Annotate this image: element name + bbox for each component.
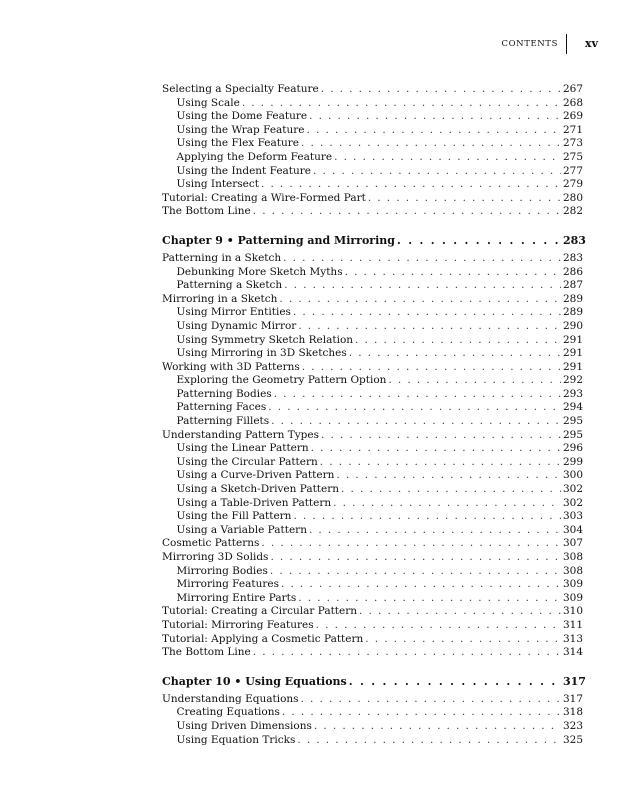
toc-entry-title: Working with 3D Patterns	[162, 360, 300, 373]
toc-entry[interactable]	[162, 692, 584, 707]
toc-entry-title: Chapter 9 • Patterning and Mirroring	[162, 233, 395, 247]
dot-leader	[253, 646, 561, 660]
dot-leader	[282, 706, 561, 720]
toc-page-number: 302	[563, 496, 584, 509]
toc-subentry[interactable]	[162, 164, 584, 179]
toc-entry-title: Using Equation Tricks	[176, 733, 296, 746]
toc-page-number: 279	[563, 178, 584, 191]
toc-entry-title: Exploring the Geometry Pattern Option	[176, 374, 387, 387]
dot-leader	[279, 293, 561, 307]
toc-page-number: 323	[563, 719, 584, 732]
dot-leader	[268, 401, 561, 415]
toc-page-number: 314	[563, 646, 584, 659]
dot-leader	[311, 442, 561, 456]
toc-entry-title: Using the Fill Pattern	[176, 510, 292, 523]
dot-leader	[309, 524, 561, 538]
toc-subentry[interactable]	[162, 110, 584, 124]
toc-entry-title: Mirroring Features	[176, 578, 279, 591]
dot-leader	[368, 192, 561, 206]
toc-page-number: 283	[563, 233, 586, 247]
toc-page-number: 295	[563, 415, 584, 428]
toc-entry-title: Mirroring Bodies	[176, 564, 268, 577]
toc-chapter-heading[interactable]	[162, 674, 586, 689]
toc-subentry[interactable]	[162, 265, 584, 280]
toc-entry[interactable]	[162, 632, 584, 647]
toc-subentry[interactable]	[162, 333, 584, 348]
toc-subentry[interactable]	[162, 706, 584, 720]
toc-page-number: 299	[563, 455, 584, 468]
toc-subentry[interactable]	[162, 150, 584, 165]
toc-entry-title: Using the Indent Feature	[176, 164, 312, 177]
toc-entry-title: Patterning Fillets	[176, 415, 270, 428]
toc-entry-title: Using Mirror Entities	[176, 306, 291, 319]
dot-leader	[298, 320, 561, 334]
dot-leader	[274, 388, 561, 402]
toc-subentry[interactable]	[162, 483, 584, 497]
toc-page-number: 317	[563, 674, 586, 688]
toc-page-number: 286	[563, 265, 584, 278]
dot-leader	[301, 693, 561, 707]
toc-subentry[interactable]	[162, 564, 584, 579]
toc-page-number: 292	[563, 374, 584, 387]
toc-entry[interactable]	[162, 551, 584, 565]
toc-page-number: 318	[563, 706, 584, 719]
dot-leader	[242, 97, 561, 111]
toc-page-number: 271	[563, 123, 584, 136]
toc-entry[interactable]	[162, 360, 584, 375]
toc-page-number: 289	[563, 292, 584, 305]
toc-entry-title: Using a Variable Pattern	[176, 523, 307, 536]
toc-entry[interactable]	[162, 537, 584, 551]
toc-page-number: 296	[563, 442, 584, 455]
toc-page-number: 310	[563, 605, 584, 618]
toc-entry-title: Using the Flex Feature	[176, 137, 299, 150]
dot-leader	[298, 592, 561, 606]
toc-subentry[interactable]	[162, 415, 584, 429]
toc-page-number: 309	[563, 578, 584, 591]
toc-entry[interactable]	[162, 205, 584, 219]
dot-leader	[365, 633, 561, 647]
toc-subentry[interactable]	[162, 510, 584, 524]
dot-leader	[270, 551, 561, 565]
toc-page-number: 275	[563, 150, 584, 163]
table-of-contents	[162, 83, 586, 747]
toc-page-number: 295	[563, 428, 584, 441]
dot-leader	[253, 205, 561, 219]
dot-leader	[301, 137, 561, 151]
toc-entry-title: Using a Sketch-Driven Pattern	[176, 483, 340, 496]
toc-entry-title: Understanding Equations	[162, 692, 299, 705]
toc-entry-title: Mirroring 3D Solids	[162, 551, 269, 563]
toc-page-number: 300	[563, 469, 584, 482]
toc-entry[interactable]	[162, 251, 584, 266]
toc-entry-title: Using Mirroring in 3D Sketches	[176, 347, 347, 360]
toc-page-number: 267	[563, 83, 584, 95]
toc-entry-title: Using Driven Dimensions	[176, 719, 312, 732]
toc-page-number: 291	[563, 360, 584, 373]
toc-subentry[interactable]	[162, 401, 584, 415]
dot-leader	[334, 151, 561, 165]
toc-page-number: 307	[563, 537, 584, 550]
toc-page-number: 304	[563, 523, 584, 536]
dot-leader	[313, 165, 561, 179]
toc-entry-title: Using Scale	[176, 96, 240, 109]
dot-leader	[333, 497, 561, 511]
toc-entry-title: Selecting a Specialty Feature	[162, 83, 319, 95]
toc-chapter-heading[interactable]	[162, 233, 586, 248]
toc-entry[interactable]	[162, 292, 584, 307]
toc-page-number: 308	[563, 564, 584, 577]
toc-page-number: 289	[563, 306, 584, 319]
toc-subentry[interactable]	[162, 123, 584, 138]
toc-page-number: 303	[563, 510, 584, 523]
dot-leader	[261, 537, 561, 551]
toc-entry-title: Patterning Faces	[176, 401, 267, 414]
dot-leader	[349, 674, 561, 689]
toc-subentry[interactable]	[162, 306, 584, 320]
toc-subentry[interactable]	[162, 496, 584, 511]
dot-leader	[314, 720, 561, 734]
toc-entry[interactable]	[162, 428, 584, 443]
toc-page-number: 317	[563, 692, 584, 705]
toc-entry-title: Mirroring in a Sketch	[162, 292, 278, 305]
toc-entry[interactable]	[162, 646, 584, 660]
toc-page-number: 283	[563, 251, 584, 264]
toc-subentry[interactable]	[162, 455, 584, 470]
toc-page-number: 308	[563, 551, 584, 563]
toc-entry-title: Creating Equations	[176, 706, 280, 719]
running-header	[480, 36, 600, 56]
toc-page-number: 277	[563, 164, 584, 177]
toc-entry-title: Tutorial: Mirroring Features	[162, 618, 314, 631]
toc-entry-title: Tutorial: Creating a Circular Pattern	[162, 605, 358, 618]
toc-page-number: 302	[563, 483, 584, 496]
dot-leader	[302, 361, 561, 375]
toc-entry-title: Patterning in a Sketch	[162, 251, 282, 264]
toc-entry[interactable]	[162, 83, 584, 97]
dot-leader	[321, 83, 561, 97]
dot-leader	[355, 334, 561, 348]
toc-entry-title: Using the Circular Pattern	[176, 455, 318, 468]
toc-entry-title: Using Symmetry Sketch Relation	[176, 333, 354, 346]
toc-entry-title: Using the Linear Pattern	[176, 442, 309, 455]
toc-subentry[interactable]	[162, 387, 584, 402]
dot-leader	[293, 306, 561, 320]
toc-page-number: 282	[563, 205, 584, 218]
toc-subentry[interactable]	[162, 469, 584, 483]
dot-leader	[284, 279, 561, 293]
toc-entry-title: Mirroring Entire Parts	[176, 591, 297, 604]
toc-entry-title: Chapter 10 • Using Equations	[162, 674, 347, 688]
toc-page-number: 268	[563, 96, 584, 109]
toc-subentry[interactable]	[162, 442, 584, 456]
toc-entry-title: Using the Wrap Feature	[176, 123, 305, 136]
toc-page-number: 311	[563, 618, 584, 631]
toc-entry-title: Using Dynamic Mirror	[176, 319, 297, 332]
dot-leader	[261, 178, 561, 192]
toc-subentry[interactable]	[162, 96, 584, 111]
toc-entry[interactable]	[162, 191, 584, 206]
dot-leader	[316, 619, 561, 633]
dot-leader	[270, 565, 561, 579]
toc-page-number: 309	[563, 591, 584, 604]
toc-subentry[interactable]	[162, 319, 584, 334]
dot-leader	[359, 605, 561, 619]
toc-entry-title: Understanding Pattern Types	[162, 428, 319, 441]
header-divider	[566, 34, 567, 54]
toc-page-number: 290	[563, 319, 584, 332]
dot-leader	[397, 233, 561, 248]
dot-leader	[349, 347, 561, 361]
toc-entry-title: Using the Dome Feature	[176, 110, 308, 123]
toc-page-number: 313	[563, 632, 584, 645]
toc-subentry[interactable]	[162, 578, 584, 592]
dot-leader	[345, 266, 561, 280]
dot-leader	[281, 578, 561, 592]
toc-entry-title: The Bottom Line	[162, 646, 251, 659]
toc-entry[interactable]	[162, 618, 584, 633]
toc-subentry[interactable]	[162, 137, 584, 151]
toc-entry-title: The Bottom Line	[162, 205, 251, 218]
header-page-number: xv	[585, 37, 598, 50]
toc-entry-title: Cosmetic Patterns	[162, 537, 260, 550]
toc-subentry[interactable]	[162, 347, 584, 361]
toc-subentry[interactable]	[162, 591, 584, 606]
toc-entry[interactable]	[162, 605, 584, 619]
toc-page-number: 280	[563, 191, 584, 204]
toc-subentry[interactable]	[162, 719, 584, 734]
dot-leader	[388, 374, 561, 388]
toc-entry-title: Using Intersect	[176, 178, 259, 191]
dot-leader	[320, 456, 561, 470]
toc-page-number: 287	[563, 279, 584, 292]
dot-leader	[293, 510, 561, 524]
toc-entry-title: Using a Curve-Driven Pattern	[176, 469, 335, 482]
toc-page-number: 273	[563, 137, 584, 150]
dot-leader	[307, 124, 561, 138]
toc-page-number: 294	[563, 401, 584, 414]
dot-leader	[271, 415, 561, 429]
toc-subentry[interactable]	[162, 279, 584, 293]
toc-entry-title: Debunking More Sketch Myths	[176, 265, 343, 278]
toc-entry-title: Applying the Deform Feature	[176, 150, 333, 163]
toc-subentry[interactable]	[162, 374, 584, 388]
toc-entry-title: Patterning Bodies	[176, 387, 272, 400]
toc-page-number: 325	[563, 733, 584, 746]
toc-page-number: 269	[563, 110, 584, 123]
dot-leader	[283, 252, 561, 266]
toc-entry-title: Using a Table-Driven Pattern	[176, 496, 332, 509]
dot-leader	[321, 429, 561, 443]
dot-leader	[297, 734, 561, 748]
dot-leader	[309, 110, 561, 124]
toc-page-number: 291	[563, 333, 584, 346]
toc-entry-title: Tutorial: Applying a Cosmetic Pattern	[162, 632, 364, 645]
dot-leader	[336, 469, 561, 483]
dot-leader	[341, 483, 561, 497]
toc-entry-title: Patterning a Sketch	[176, 279, 283, 292]
toc-page-number: 293	[563, 387, 584, 400]
toc-entry-title: Tutorial: Creating a Wire-Formed Part	[162, 191, 366, 204]
toc-subentry[interactable]	[162, 733, 584, 748]
toc-subentry[interactable]	[162, 178, 584, 192]
toc-subentry[interactable]	[162, 523, 584, 538]
header-label: CONTENTS	[501, 39, 558, 49]
toc-page-number: 291	[563, 347, 584, 360]
